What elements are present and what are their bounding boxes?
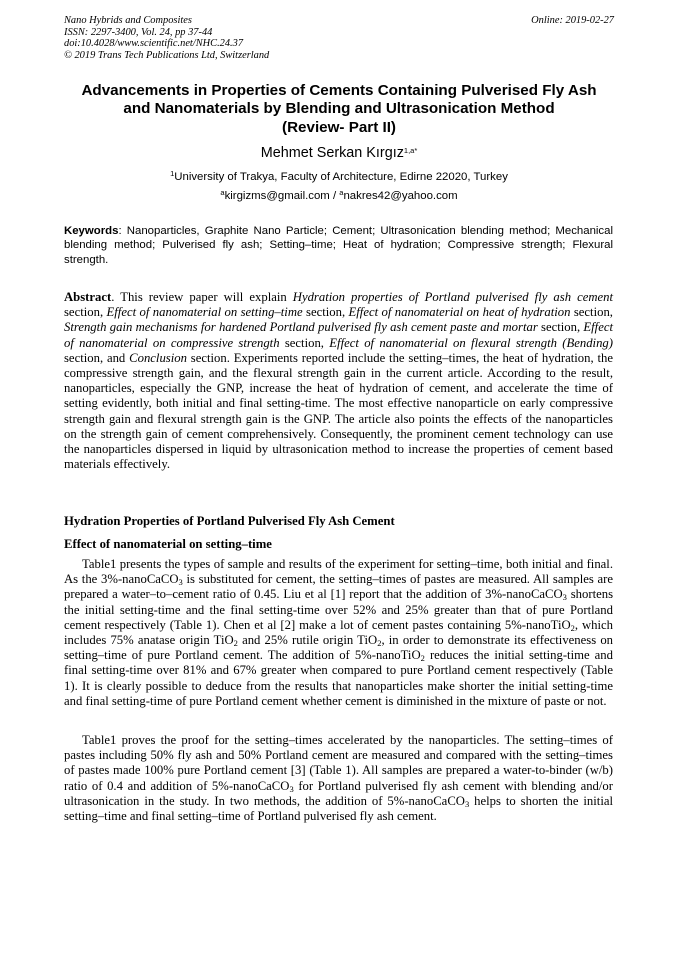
title-line-3: (Review- Part II) [282, 118, 396, 136]
abstract-text: section, [537, 320, 584, 335]
abstract-text: section, and [64, 350, 130, 365]
abstract-text: section, [279, 335, 330, 350]
abstract-text: section, [570, 305, 613, 320]
journal-metadata [64, 15, 269, 61]
email-superscript-2: a [339, 187, 344, 197]
author-emails [40, 187, 638, 203]
abstract-label: Abstract [64, 290, 112, 304]
paragraph-text: shortens the initial setting-time and the final setting-time over 52% and 25% greater than that of pure Portland cement respectively (Table 1). Chen et al [2] make a lot of cement pastes containing 5%-nanoTiO [64, 587, 614, 632]
subscript: 2 [377, 637, 382, 648]
paragraph-text: and 25% rutile origin TiO [237, 633, 378, 648]
copyright-line: © 2019 Trans Tech Publications Ltd, Switzerland [64, 49, 270, 61]
keywords-text: : Nanoparticles, Graphite Nano Particle; Cement; Ultrasonication blending method; Mechanical blending method; Pulverised fly ash; Setting–time; Heat of hydration; Compressive strength; Flexural strength. [64, 225, 613, 266]
author-line [40, 145, 638, 161]
subscript: 2 [233, 637, 238, 648]
email-2: nakres42@yahoo.com [343, 190, 458, 202]
author-superscript: 1,a* [403, 145, 418, 155]
paragraph-text: is substituted for cement, the setting–times of pastes are measured. All samples are prepared a water–to–cement ratio of 0.45. Liu et al [1] report that the addition of 3%-nanoCaCO [64, 572, 613, 602]
abstract-section-name: Conclusion [129, 350, 187, 365]
issn-line: ISSN: 2297-3400, Vol. 24, pp 37-44 [64, 26, 213, 38]
keywords-label: Keywords [64, 225, 119, 237]
body-paragraph-1 [64, 557, 613, 709]
abstract-text: section. Experiments reported include the setting–times, the heat of hydration, the compressive strength gain, and the flexural strength gain in the current article. According to the result, nanoparticles, especially the GNP, increase the heat of hydration of cement, and accelerate the time of setting evidently, both initial and final setting-time. The most effective nanoparticle on early compressive strength gain and flexural strength gain is the GNP. The article also points the effects of the nanoparticles on the strength gain of cement comprehensively. Consequently, the prominent cement technology can use the nanoparticles dispersed in liquid by ultrasonication method to increase the properties of cement based materials effectively. [64, 350, 613, 472]
subscript: 2 [570, 622, 575, 633]
paragraph-text: helps to shorten the initial setting–time and final setting–time of Portland pulverised fly ash cement. [64, 793, 614, 824]
title-line-2: and Nanomaterials by Blending and Ultrasonication Method [123, 100, 555, 118]
paragraph-text: Table1 presents the types of sample and results of the experiment for setting–time, both initial and final. As the 3%-nanoCaCO [64, 557, 613, 587]
doi-line: doi:10.4028/www.scientific.net/NHC.24.37 [64, 38, 244, 50]
paper-title [40, 82, 638, 137]
abstract-section-name: Effect of nanomaterial on flexural strength (Bending) [329, 335, 613, 350]
abstract-section-name: Strength gain mechanisms for hardened Portland pulverised fly ash cement paste and mortar [64, 320, 538, 335]
email-superscript-1: a [220, 187, 225, 197]
paragraph-text: Table1 proves the proof for the setting–times accelerated by the nanoparticles. The setting–times of pastes including 50% fly ash and 50% Portland cement are measured and compared with the setting–times of pastes made 100% pure Portland cement [3] (Table 1). All samples are prepared a water-to-binder (w/b) ratio of 0.4 and addition of 5%-nanoCaCO [64, 733, 613, 793]
subscript: 3 [562, 592, 567, 603]
abstract-section-name: Effect of nanomaterial on compressive strength [64, 320, 613, 350]
abstract-block [64, 290, 613, 472]
subscript: 2 [420, 653, 425, 664]
subscript: 3 [464, 798, 470, 809]
affiliation [40, 168, 638, 184]
online-date: Online: 2019-02-27 [531, 15, 614, 26]
paragraph-text: for Portland pulverised fly ash cement with blending and/or ultrasonication in the study. In two methods, the addition of 5%-nanoCaCO [64, 778, 613, 808]
section-heading: Hydration Properties of Portland Pulverised Fly Ash Cement [64, 514, 395, 528]
abstract-section-name: Effect of nanomaterial on setting–time [106, 305, 303, 320]
abstract-section-name: Hydration properties of Portland pulverised fly ash cement [292, 290, 614, 304]
paragraph-text: , in order to demonstrate its effectiveness on setting–time of pure Portland cement. The addition of 5%-nanoTiO [64, 633, 614, 663]
paragraph-text: reduces the initial setting-time and final setting-time over 81% and 67% greater when compared to pure Portland cement respectively (Table 1). It is clearly possible to deduce from the results that nanoparticles make shorter the initial setting-time and final setting-time of pure Portland cement whether cement is diminished in the mixture of paste or not. [64, 648, 613, 708]
author-name: Mehmet Serkan Kırgız [260, 145, 404, 161]
email-1: kirgizms@gmail.com / [224, 190, 340, 202]
title-line-1: Advancements in Properties of Cements Containing Pulverised Fly Ash [81, 82, 597, 99]
abstract-section-name: Effect of nanomaterial on heat of hydration [348, 305, 571, 320]
journal-name: Nano Hybrids and Composites [64, 15, 192, 26]
keywords-block [64, 224, 613, 267]
affiliation-superscript: 1 [170, 168, 175, 178]
paragraph-text: , which includes 75% anatase origin TiO [64, 617, 614, 648]
subsection-heading: Effect of nanomaterial on setting–time [64, 537, 272, 551]
body-paragraph-2 [64, 733, 613, 824]
affiliation-text: University of Trakya, Faculty of Architecture, Edirne 22020, Turkey [174, 171, 508, 183]
abstract-text: section, [302, 305, 349, 320]
abstract-text: . This review paper will explain [111, 290, 293, 304]
subscript: 3 [178, 577, 183, 588]
abstract-text: section, [64, 305, 107, 320]
subscript: 3 [289, 783, 294, 794]
